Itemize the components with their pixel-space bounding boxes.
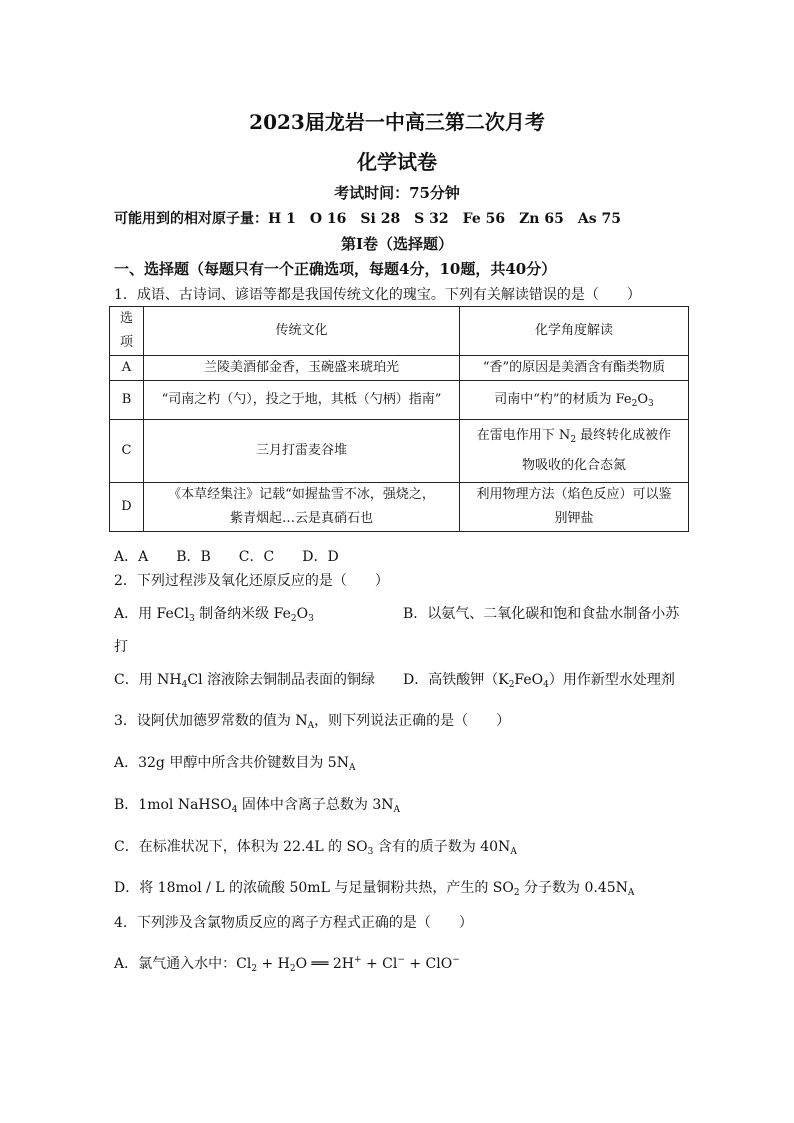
subscript: A bbox=[393, 805, 400, 815]
subscript: 2 bbox=[631, 399, 638, 409]
option-text: A．32g 甲醇中所含共价键数目为 5N bbox=[114, 755, 349, 771]
option-text: A．用 FeCl bbox=[114, 606, 189, 622]
chem-line bbox=[464, 421, 684, 451]
question-3-option-c bbox=[114, 836, 517, 856]
chem-text: O bbox=[637, 392, 649, 407]
option-text: 固体中含离子总数为 3N bbox=[237, 797, 394, 813]
table-header-chem: 化学角度解读 bbox=[460, 307, 689, 356]
question-3-option-a bbox=[114, 752, 355, 772]
subscript: A bbox=[307, 721, 315, 731]
table-row bbox=[110, 381, 689, 420]
chem-line: 利用物理方法（焰色反应）可以鉴 bbox=[476, 487, 672, 502]
culture-line: 紫青烟起…云是真硝石也 bbox=[229, 511, 373, 526]
subscript: 3 bbox=[367, 847, 374, 857]
subscript: 2 bbox=[570, 435, 577, 445]
table-row bbox=[110, 420, 689, 483]
option-text: ）用作新型水处理剂 bbox=[548, 672, 675, 688]
exam-time: 考试时间：75分钟 bbox=[334, 184, 460, 202]
question-2-option-a bbox=[114, 603, 314, 623]
stem-text: 3．设阿伏加德罗常数的值为 N bbox=[114, 713, 308, 729]
exam-subject: 化学试卷 bbox=[357, 150, 437, 174]
question-2-option-c bbox=[114, 669, 375, 689]
option-text: O ══ 2H bbox=[295, 956, 354, 972]
question-2-option-d bbox=[403, 669, 675, 689]
option-text: O bbox=[296, 606, 309, 622]
question-1-table bbox=[109, 306, 689, 532]
subscript: 4 bbox=[231, 805, 238, 815]
subscript: 2 bbox=[513, 888, 520, 898]
question-1-stem: 1．成语、古诗词、谚语等都是我国传统文化的瑰宝。下列有关解读错误的是（ ） bbox=[114, 287, 641, 303]
question-3-option-d bbox=[114, 877, 634, 897]
row-chem bbox=[460, 381, 689, 420]
question-3-option-b bbox=[114, 794, 400, 814]
superscript: − bbox=[397, 955, 405, 965]
subscript: 2 bbox=[508, 680, 515, 690]
option-text: D．高铁酸钾（K bbox=[403, 672, 509, 688]
section-heading: 一、选择题（每题只有一个正确选项，每题4分，10题，共40分） bbox=[114, 260, 557, 278]
option-text: A．氯气通入水中：Cl bbox=[114, 956, 252, 972]
option-text: + ClO bbox=[404, 956, 453, 972]
table-row bbox=[110, 483, 689, 532]
subscript: 2 bbox=[289, 964, 296, 974]
table-row bbox=[110, 356, 689, 381]
question-4-option-a bbox=[114, 953, 460, 973]
chem-line: 物吸收的化合态氮 bbox=[521, 458, 626, 473]
header-option-line1: 选 bbox=[119, 311, 133, 326]
option-text: 分子数为 0.45N bbox=[519, 880, 628, 896]
row-culture: 兰陵美酒郁金香，玉碗盛来琥珀光 bbox=[144, 356, 460, 381]
row-chem: “香”的原因是美酒含有酯类物质 bbox=[460, 356, 689, 381]
question-2-option-b-continued: 打 bbox=[114, 639, 128, 655]
option-text: 制备纳米级 Fe bbox=[194, 606, 291, 622]
question-4-stem: 4．下列涉及含氯物质反应的离子方程式正确的是（ ） bbox=[114, 915, 473, 931]
row-option: A bbox=[110, 356, 144, 381]
row-chem bbox=[460, 483, 689, 532]
subscript: 4 bbox=[181, 680, 188, 690]
row-culture: 三月打雷麦谷堆 bbox=[144, 420, 460, 483]
option-text: C．在标准状况下，体积为 22.4L 的 SO bbox=[114, 839, 368, 855]
subscript: A bbox=[627, 888, 635, 898]
question-2-option-b: B．以氨气、二氧化碳和饱和食盐水制备小苏 bbox=[403, 606, 680, 622]
page-title: 2023届龙岩一中高三第二次月考 bbox=[249, 110, 545, 134]
chem-text: 在雷电作用下 N bbox=[476, 428, 571, 443]
row-culture bbox=[144, 483, 460, 532]
volume-title: 第Ⅰ卷（选择题） bbox=[340, 235, 454, 253]
row-option: B bbox=[110, 381, 144, 420]
question-1-choices: A．A B．B C．C D．D bbox=[114, 549, 339, 565]
atomic-masses: 可能用到的相对原子量：H 1 O 16 Si 28 S 32 Fe 56 Zn 65 As 75 bbox=[114, 211, 621, 227]
option-text: FeO bbox=[514, 672, 544, 688]
stem-text: ，则下列说法正确的是（ ） bbox=[314, 713, 511, 729]
option-text: Cl 溶液除去铜制品表面的铜绿 bbox=[187, 672, 375, 688]
subscript: 2 bbox=[251, 964, 258, 974]
subscript: 4 bbox=[543, 680, 549, 690]
option-text: B．1mol NaHSO bbox=[114, 797, 232, 813]
superscript: + bbox=[353, 955, 362, 965]
superscript: − bbox=[452, 955, 460, 965]
chem-text: 最终转化成被作 bbox=[576, 428, 672, 443]
option-text: C．用 NH bbox=[114, 672, 182, 688]
subscript: A bbox=[348, 763, 356, 773]
subscript: 3 bbox=[308, 614, 314, 624]
row-chem bbox=[460, 420, 689, 483]
question-2-stem: 2．下列过程涉及氧化还原反应的是（ ） bbox=[114, 573, 389, 589]
option-text: 含有的质子数为 40N bbox=[373, 839, 511, 855]
culture-line: 《本草经集注》记载“如握盐雪不冰，强烧之， bbox=[168, 487, 435, 502]
table-header-option bbox=[110, 307, 144, 356]
subscript: 3 bbox=[188, 614, 195, 624]
option-text: + Cl bbox=[361, 956, 398, 972]
chem-line: 别钾盐 bbox=[554, 511, 594, 526]
subscript: 3 bbox=[648, 399, 654, 409]
table-header-culture: 传统文化 bbox=[144, 307, 460, 356]
subscript: A bbox=[510, 847, 517, 857]
header-option-line2: 项 bbox=[119, 335, 133, 350]
option-text: D．将 18mol / L 的浓硫酸 50mL 与足量铜粉共热，产生的 SO bbox=[114, 880, 514, 896]
chem-text: 司南中“杓”的材质为 Fe bbox=[494, 392, 632, 407]
question-3-stem bbox=[114, 710, 510, 730]
subscript: 2 bbox=[290, 614, 297, 624]
option-text: + H bbox=[257, 956, 290, 972]
row-option: C bbox=[110, 420, 144, 483]
row-option: D bbox=[110, 483, 144, 532]
row-culture: “司南之杓（勺），投之于地，其柢（勺柄）指南” bbox=[144, 381, 460, 420]
